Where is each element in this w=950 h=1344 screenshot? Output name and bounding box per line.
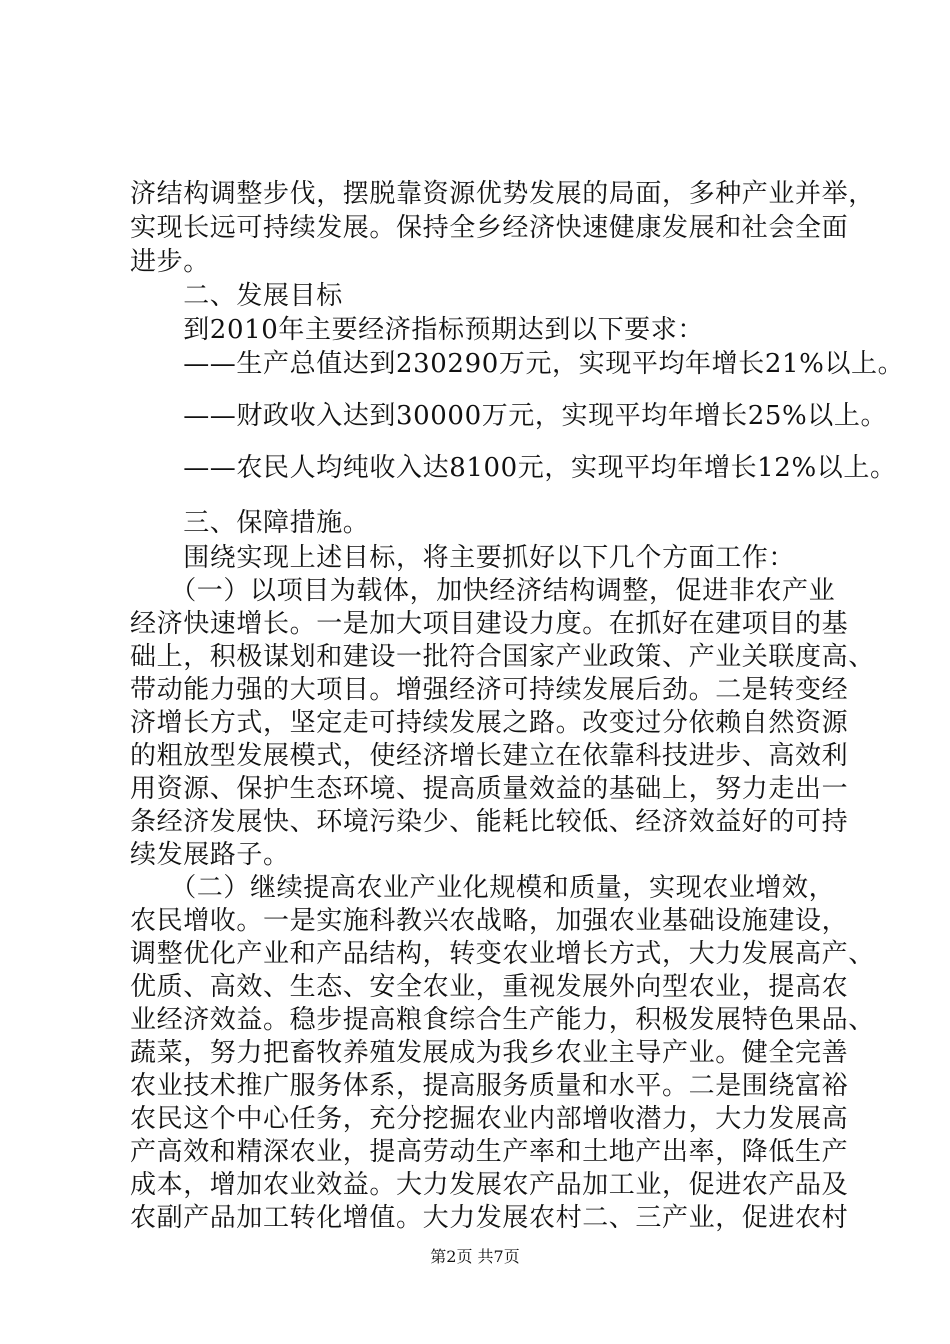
- text-line: 围绕实现上述目标，将主要抓好以下几个方面工作：: [130, 543, 796, 573]
- text-line: 带动能力强的大项目。增强经济可持续发展后劲。二是转变经: [130, 675, 849, 705]
- text-line: 农民增收。一是实施科教兴农战略，加强农业基础设施建设，: [130, 906, 849, 936]
- text-line: 实现长远可持续发展。保持全乡经济快速健康发展和社会全面: [130, 213, 849, 243]
- text-line: 农副产品加工转化增值。大力发展农村二、三产业，促进农村: [130, 1203, 849, 1233]
- text-line: 业经济效益。稳步提高粮食综合生产能力，积极发展特色果品、: [130, 1005, 875, 1035]
- text-line: 调整优化产业和产品结构，转变农业增长方式，大力发展高产、: [130, 939, 875, 969]
- text-line: 农业技术推广服务体系，提高服务质量和水平。二是围绕富裕: [130, 1071, 849, 1101]
- text-line: 条经济发展快、环境污染少、能耗比较低、经济效益好的可持: [130, 807, 849, 837]
- text-line: 优质、高效、生态、安全农业，重视发展外向型农业，提高农: [130, 972, 849, 1002]
- target-item: ——农民人均纯收入达8100元，实现平均年增长12%以上。: [130, 453, 897, 483]
- section-heading: 二、发展目标: [130, 281, 343, 311]
- text-line: 到2010年主要经济指标预期达到以下要求：: [130, 315, 704, 345]
- section-heading: 三、保障措施。: [130, 508, 370, 538]
- text-line: 的粗放型发展模式，使经济增长建立在依靠科技进步、高效利: [130, 741, 849, 771]
- text-line: 础上，积极谋划和建设一批符合国家产业政策、产业关联度高、: [130, 642, 875, 672]
- text-line: （二）继续提高农业产业化规模和质量，实现农业增效，: [130, 873, 836, 903]
- text-line: 经济快速增长。一是加大项目建设力度。在抓好在建项目的基: [130, 609, 849, 639]
- target-item: ——生产总值达到230290万元，实现平均年增长21%以上。: [130, 349, 905, 379]
- text-line: 成本，增加农业效益。大力发展农产品加工业，促进农产品及: [130, 1170, 849, 1200]
- text-line: 产高效和精深农业，提高劳动生产率和土地产出率，降低生产: [130, 1137, 849, 1167]
- target-item: ——财政收入达到30000万元，实现平均年增长25%以上。: [130, 401, 888, 431]
- text-line: 蔬菜，努力把畜牧养殖发展成为我乡农业主导产业。健全完善: [130, 1038, 849, 1068]
- text-line: 进步。: [130, 247, 210, 277]
- text-line: 用资源、保护生态环境、提高质量效益的基础上，努力走出一: [130, 774, 849, 804]
- page-footer: 第2页 共7页: [430, 1247, 520, 1266]
- text-line: 续发展路子。: [130, 840, 290, 870]
- text-line: 济增长方式，坚定走可持续发展之路。改变过分依赖自然资源: [130, 708, 849, 738]
- text-line: 济结构调整步伐，摆脱靠资源优势发展的局面，多种产业并举，: [130, 179, 875, 209]
- text-line: （一）以项目为载体，加快经济结构调整，促进非农产业: [130, 576, 836, 606]
- text-line: 农民这个中心任务，充分挖掘农业内部增收潜力，大力发展高: [130, 1104, 849, 1134]
